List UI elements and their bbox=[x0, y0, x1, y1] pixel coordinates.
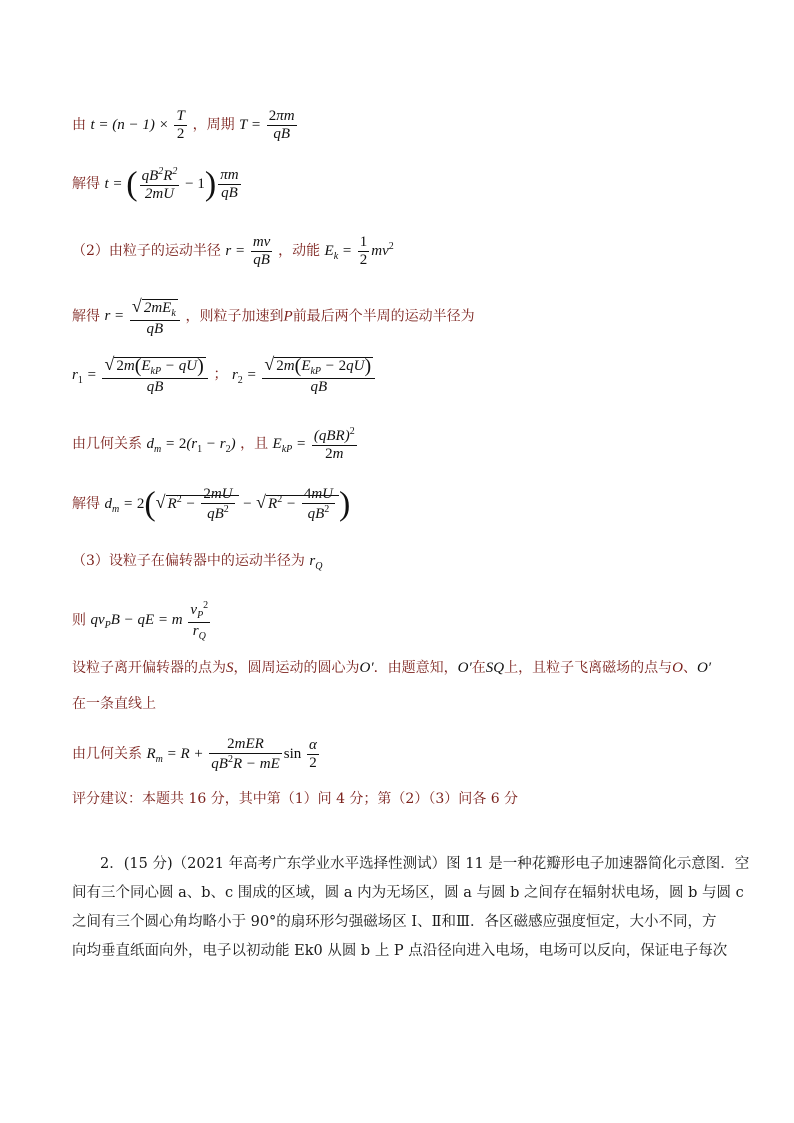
eq-dm-geometry: 由几何关系 $d_m = 2(r_1 - r_2)$ ，且 $E_{kP}$ = $\frac{(qBR)^2}{2m}$ bbox=[72, 426, 355, 463]
question-2-line-2: 间有三个同心圆 a、b、c 围成的区域，圆 a 内为无场区，圆 a 与圆 b 之间存在辐射状电场，圆 b 与圆 c bbox=[72, 885, 744, 901]
eq-time-period: 由 t = (n − 1) × $\frac{T}{2}$ ，周期 T = $\frac{2\pi m}{qB}$ bbox=[72, 108, 295, 143]
eq-solve-t: 解得 t = ( $\frac{qB^2R^2}{2mU}$ − 1) $\frac{\pi m}{qB}$ bbox=[72, 165, 239, 203]
eq-rm-geometry: 由几何关系 $R_m = R$ + $\frac{\text{2mER}}{qB^2R - mE}$ sin $\frac{\alpha}{2}$ bbox=[72, 736, 317, 773]
eq-radius-energy: （2）由粒子的运动半径 r = $\frac{mv}{qB}$ ，动能 $E_k$ = $\frac{1}{2}$ $mv^2$ bbox=[72, 234, 394, 269]
eq-solve-r: 解得 r = $\frac{√ 2mE_k}{qB}$ ，则粒子加速到P前最后两个半周的运动半径为 bbox=[72, 296, 475, 337]
line-exit-point: 设粒子离开偏转器的点为S，圆周运动的圆心为O′．由题意知，O′在SQ上，且粒子飞离磁场的点与O、O′ bbox=[72, 660, 712, 676]
eq-force-balance: 则 $qv_PB$ − qE = m $\frac{v_P^2}{r_Q}$ bbox=[72, 600, 209, 642]
eq-solve-dm: 解得 $d_m = 2(√$ $R^2$ − $\frac{2mU}{qB^2}$ − √ $R^2$ − $\frac{4mU}{qB^2}$ ) bbox=[72, 485, 351, 523]
scoring-note: 评分建议：本题共 16 分，其中第（1）问 4 分；第（2）（3）问各 6 分 bbox=[72, 791, 519, 807]
question-2 bbox=[72, 850, 750, 966]
line-deflector-radius: （3）设粒子在偏转器中的运动半径为 $r_Q$ bbox=[72, 553, 323, 572]
line-collinear: 在一条直线上 bbox=[72, 696, 156, 712]
question-2-line-3: 之间有三个圆心角均略小于 90°的扇环形匀强磁场区 Ⅰ、Ⅱ和Ⅲ．各区磁感应强度恒定，大小不同，方 bbox=[72, 914, 717, 930]
eq-r1-r2: $r_1$ = $\frac{√ 2m(E_{kP} - qU)}{qB}$ ； $r_2$ = $\frac{√ 2m(E_{kP} - 2qU)}{qB}$ bbox=[72, 354, 377, 396]
question-2-line-4: 向均垂直纸面向外，电子以初动能 Ek0 从圆 b 上 P 点沿径向进入电场，电场可以反向，保证电子每次 bbox=[72, 943, 728, 959]
question-2-line-1: 2．(15 分)（2021 年高考广东学业水平选择性测试）图 11 是一种花瓣形电子加速器简化示意图．空 bbox=[100, 856, 750, 872]
